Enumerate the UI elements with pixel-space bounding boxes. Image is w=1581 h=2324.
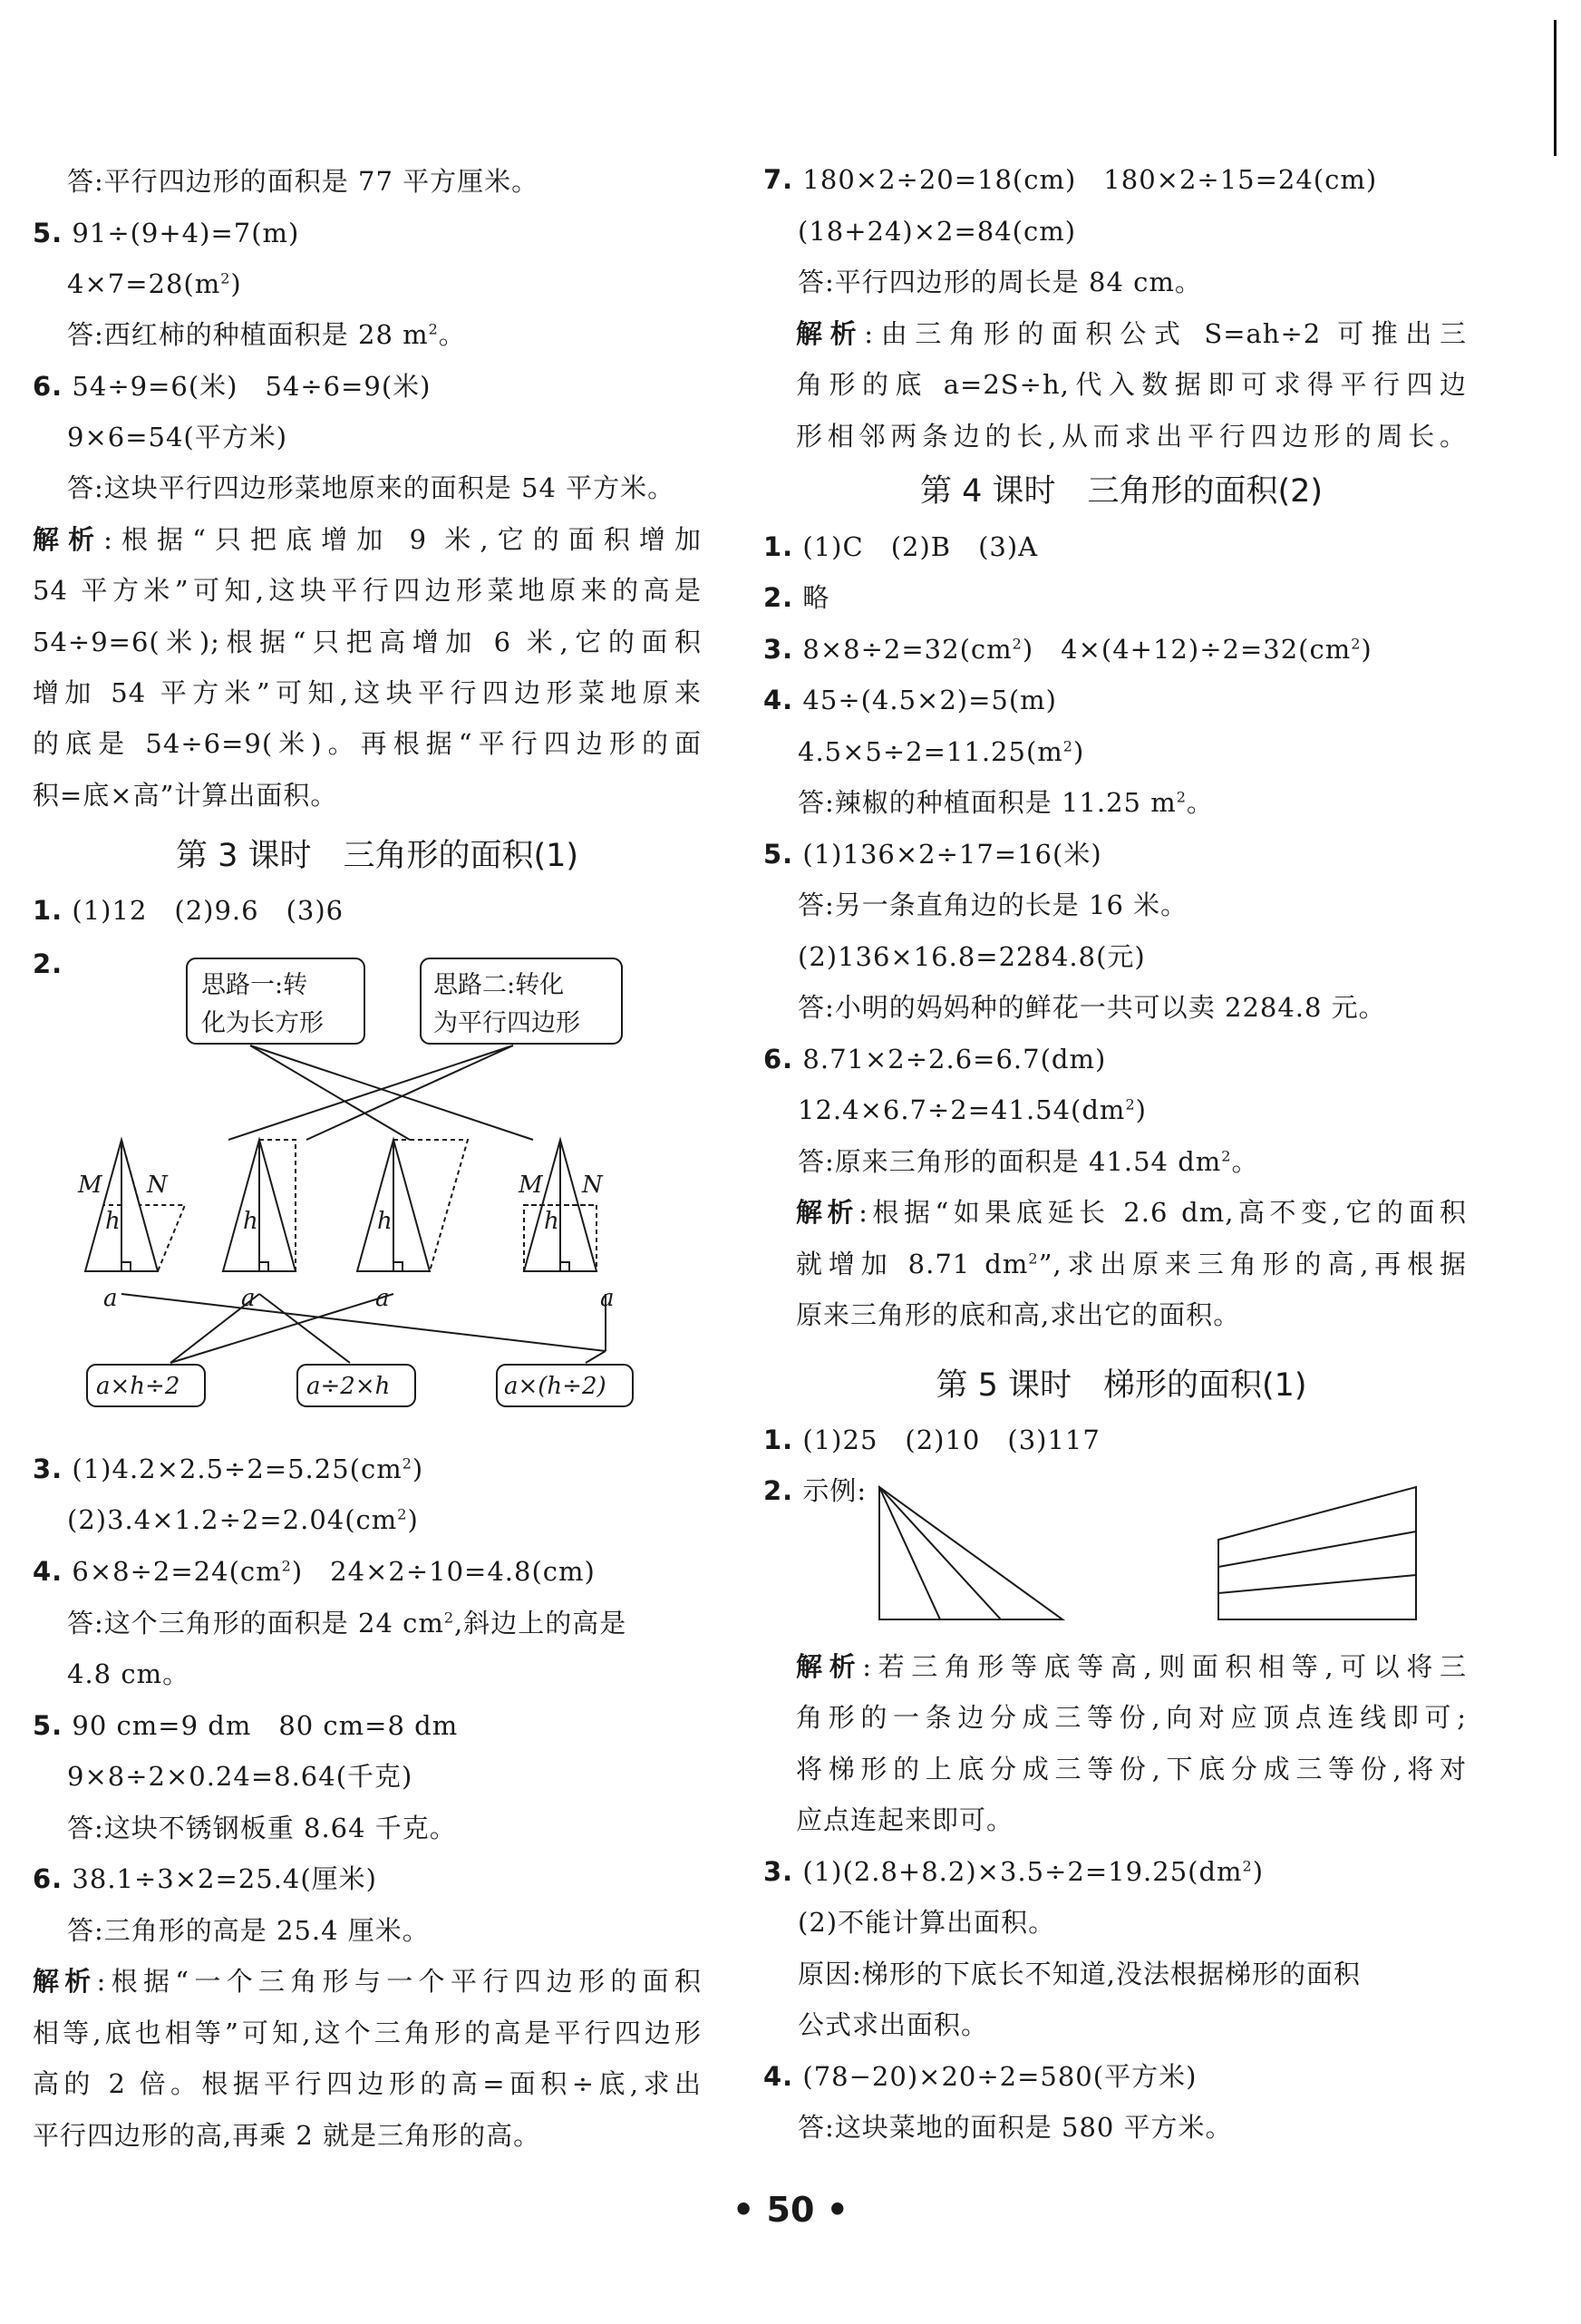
analysis-line: 54 平方米”可知,这块平行四边形菜地原来的高是: [33, 575, 702, 606]
example-trapezoid: [1218, 1487, 1416, 1619]
triangle-area-diagram: [69, 948, 649, 1424]
page-number: • 50 •: [732, 2190, 849, 2230]
calc-line: 9×6=54(平方米): [67, 422, 288, 452]
analysis-line: 形相邻两条边的长,从而求出平行四边形的周长。: [796, 421, 1467, 452]
analysis-line: 解析:根据“只把底增加 9 米,它的面积增加: [33, 524, 702, 555]
svg-text:a×h÷2: a×h÷2: [96, 1373, 180, 1400]
svg-text:M: M: [78, 1172, 102, 1199]
question-3: 3. $(1)(2.8+8.2)\times 3.5\div 2=19.25(dm^2)$: [763, 1856, 1265, 1887]
question-2: 2. 示例:: [763, 1475, 868, 1506]
analysis-line: 高的 2 倍。根据平行四边形的高=面积÷底,求出: [33, 2068, 702, 2099]
question-6: 6. 38.1÷3×2=25.4(厘米): [33, 1863, 377, 1894]
answer-line: 4.8 cm。: [67, 1658, 190, 1689]
svg-text:N: N: [582, 1172, 603, 1199]
calc-line: $12.4\times 6.7\div 2=41.54(dm^2)$: [798, 1094, 1147, 1125]
calc-line: (18+24)×2=84(cm): [798, 216, 1077, 247]
analysis-line: 解析:由三角形的面积公式 S=ah÷2 可推出三: [796, 318, 1467, 349]
analysis-line: 应点连起来即可。: [796, 1804, 1014, 1835]
question-2: 2.: [33, 948, 63, 979]
calc-line: $(2)3.4\times 1.2\div 2=2.04(cm^2)$: [67, 1504, 419, 1535]
answer-line: 答:平行四边形的面积是 77 平方厘米。: [67, 166, 539, 197]
question-5: 5. (1)136×2÷17=16(米): [763, 839, 1102, 870]
analysis-line: 的底是 54÷6=9(米)。再根据“平行四边形的面: [33, 728, 702, 759]
answer-line: 答:三角形的高是 25.4 厘米。: [67, 1915, 430, 1946]
section-title: 第 4 课时 三角形的面积(2): [919, 473, 1324, 510]
svg-text:思路二:转化: 思路二:转化: [433, 971, 565, 999]
svg-text:N: N: [147, 1172, 168, 1199]
svg-text:h: h: [377, 1208, 393, 1235]
page-edge-bar: [1554, 20, 1557, 156]
question-1: 1. (1)C (2)B (3)A: [763, 531, 1039, 562]
answer-line: 答:原来三角形的面积是 41.54 $dm^2$。: [798, 1146, 1259, 1177]
svg-text:思路一:转: 思路一:转: [201, 971, 308, 999]
analysis-line: 就增加 8.71 $dm^2$”,求出原来三角形的高,再根据: [796, 1249, 1467, 1279]
question-4: 4. 45÷(4.5×2)=5(m): [763, 685, 1057, 715]
svg-text:a: a: [241, 1285, 256, 1312]
svg-text:a: a: [103, 1285, 118, 1312]
example-triangle: [879, 1487, 1062, 1619]
question-3: 3. $(1)4.2\times 2.5\div 2=5.25(cm^2)$: [33, 1454, 424, 1484]
analysis-line: 相等,底也相等”可知,这个三角形的高是平行四边形: [33, 2018, 702, 2048]
svg-text:化为长方形: 化为长方形: [201, 1009, 324, 1037]
question-1: 1. (1)12 (2)9.6 (3)6: [33, 895, 344, 926]
question-2: 2. 略: [763, 582, 830, 613]
question-6: 6. 8.71×2÷2.6=6.7(dm): [763, 1044, 1107, 1074]
question-5: 5. 90 cm=9 dm 80 cm=8 dm: [33, 1710, 459, 1741]
analysis-line: 将梯形的上底分成三等份,下底分成三等份,将对: [796, 1754, 1467, 1784]
question-4: 4. (78−20)×20÷2=580(平方米): [763, 2061, 1198, 2092]
calc-line: (2)136×16.8=2284.8(元): [798, 941, 1146, 972]
question-1: 1. (1)25 (2)10 (3)117: [763, 1425, 1101, 1455]
question-4: 4. $6\times 8\div 2=24(cm^2)$ 24×2÷10=4.8(cm): [33, 1556, 596, 1587]
analysis-line: 解析:若三角形等底等高,则面积相等,可以将三: [796, 1651, 1467, 1682]
answer-line: 答:这个三角形的面积是 24 $cm^2$,斜边上的高是: [67, 1608, 627, 1638]
question-7: 7. 180×2÷20=18(cm) 180×2÷15=24(cm): [763, 164, 1378, 195]
analysis-line: 角形的底 a=2S÷h,代入数据即可求得平行四边: [796, 369, 1467, 400]
calc-line: (2)不能计算出面积。: [798, 1907, 1056, 1938]
analysis-line: 解析:根据“如果底延长 2.6 dm,高不变,它的面积: [796, 1197, 1467, 1228]
question-5: 5. 91÷(9+4)=7(m): [33, 218, 300, 248]
svg-text:h: h: [544, 1208, 559, 1235]
svg-text:a: a: [600, 1285, 615, 1312]
calc-line: 9×8÷2×0.24=8.64(千克): [67, 1761, 413, 1792]
svg-text:a: a: [375, 1285, 390, 1312]
svg-text:为平行四边形: 为平行四边形: [433, 1009, 580, 1037]
analysis-line: 平行四边形的高,再乘 2 就是三角形的高。: [33, 2120, 541, 2151]
question-6: 6. 54÷9=6(米) 54÷6=9(米): [33, 371, 432, 402]
calc-line: $4.5\times 5\div 2=11.25(m^2)$: [798, 736, 1085, 767]
calc-line: $4\times 7=28(m^2)$: [67, 268, 242, 299]
section-title: 第 5 课时 梯形的面积(1): [936, 1367, 1307, 1404]
analysis-line: 原来三角形的底和高,求出它的面积。: [796, 1299, 1241, 1330]
analysis-line: 角形的一条边分成三等份,向对应顶点连线即可;: [796, 1702, 1467, 1733]
answer-line: 答:小明的妈妈种的鲜花一共可以卖 2284.8 元。: [798, 992, 1386, 1023]
section-title: 第 3 课时 三角形的面积(1): [175, 838, 579, 874]
svg-text:a÷2×h: a÷2×h: [306, 1373, 391, 1400]
analysis-line: 积=底×高”计算出面积。: [33, 780, 338, 811]
svg-text:h: h: [243, 1208, 258, 1235]
answer-line: 答:辣椒的种植面积是 11.25 $m^2$。: [798, 787, 1214, 818]
answer-line: 答:这块不锈钢板重 8.64 千克。: [67, 1813, 457, 1843]
analysis-line: 解析:根据“一个三角形与一个平行四边形的面积: [33, 1966, 702, 1997]
answer-line: 答:另一条直角边的长是 16 米。: [798, 890, 1188, 920]
equal-area-example-diagram: [872, 1478, 1452, 1632]
answer-line: 原因:梯形的下底长不知道,没法根据梯形的面积: [798, 1959, 1361, 1989]
svg-text:M: M: [519, 1172, 543, 1199]
answer-line: 答:这块菜地的面积是 580 平方米。: [798, 2112, 1233, 2143]
answer-line: 答:西红柿的种植面积是 28 $m^2$。: [67, 319, 466, 350]
answer-line: 公式求出面积。: [798, 2009, 989, 2040]
answer-line: 答:平行四边形的周长是 84 cm。: [798, 267, 1202, 297]
answer-line: 答:这块平行四边形菜地原来的面积是 54 平方米。: [67, 472, 675, 503]
analysis-line: 54÷9=6(米);根据“只把高增加 6 米,它的面积: [33, 627, 702, 657]
analysis-line: 增加 54 平方米”可知,这块平行四边形菜地原来: [33, 677, 702, 708]
question-3: 3. $8\times 8\div 2=32(cm^2)$ $4\times(4+12)\div 2=32(cm^2)$: [763, 634, 1372, 665]
svg-text:a×(h÷2): a×(h÷2): [504, 1373, 606, 1400]
svg-text:h: h: [105, 1208, 121, 1235]
